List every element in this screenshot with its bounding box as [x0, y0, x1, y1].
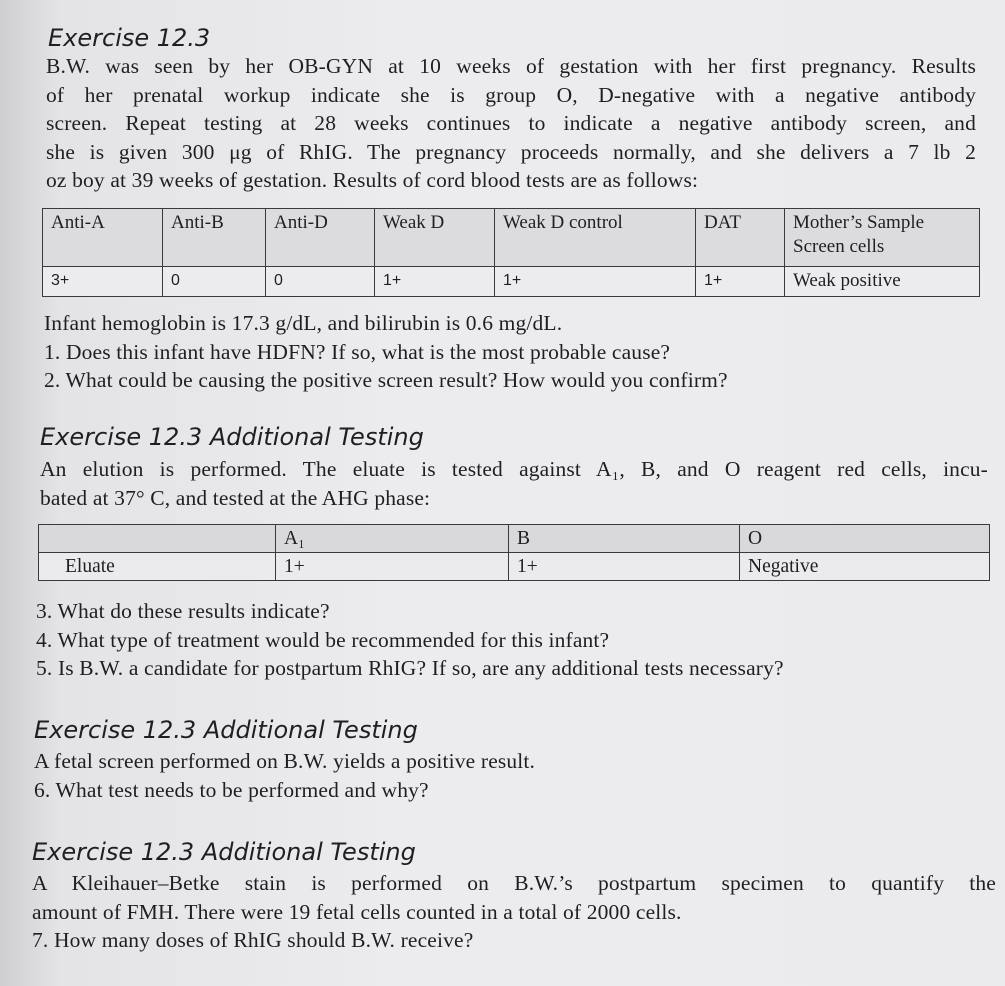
- value-weak-d-control: 1+: [495, 267, 696, 297]
- header-anti-a: Anti-A: [43, 209, 163, 267]
- eluate-header-o: O: [740, 525, 990, 553]
- fetal-screen-line: A fetal screen performed on B.W. yields a positive result.: [34, 749, 536, 773]
- header-dat: DAT: [696, 209, 785, 267]
- value-anti-b: 0: [163, 267, 266, 297]
- value-weak-d: 1+: [375, 267, 495, 297]
- question-1: 1. Does this infant have HDFN? If so, what is the most probable cause?: [44, 339, 671, 364]
- eluate-value-b: 1+: [509, 553, 740, 581]
- header-weak-d: Weak D: [375, 209, 495, 267]
- questions-3-5: [36, 597, 976, 683]
- eluate-header-a1: A₁: [276, 525, 509, 553]
- case-line-1: B.W. was seen by her OB-GYN at 10 weeks of gestation with her first pregnancy. Results: [46, 54, 976, 78]
- question-4: 4. What type of treatment would be recommended for this infant?: [36, 627, 610, 652]
- kb-line-2: amount of FMH. There were 19 fetal cells counted in a total of 2000 cells.: [32, 899, 682, 924]
- question-2: 2. What could be causing the positive screen result? How would you confirm?: [44, 368, 728, 392]
- question-7: 7. How many doses of RhIG should B.W. receive?: [32, 928, 474, 952]
- header-anti-b: Anti-B: [163, 209, 266, 267]
- case-line-5: oz boy at 39 weeks of gestation. Results of cord blood tests are as follows:: [46, 168, 699, 192]
- question-5: 5. Is B.W. a candidate for postpartum RhIG? If so, are any additional tests necessary?: [36, 656, 784, 680]
- value-mothers-sample: Weak positive: [785, 267, 980, 297]
- eluate-header-blank: [39, 525, 276, 553]
- eluate-value-o: Negative: [740, 553, 990, 581]
- elution-paragraph: [40, 455, 988, 512]
- value-anti-a: 3+: [43, 267, 163, 297]
- kb-line-1: A Kleihauer–Betke stain is performed on B.W.’s postpartum specimen to quantify the: [32, 871, 996, 895]
- question-3: 3. What do these results indicate?: [36, 599, 330, 623]
- exercise-title: Exercise 12.3: [48, 24, 211, 52]
- eluate-results-table: [38, 524, 990, 581]
- value-dat: 1+: [696, 267, 785, 297]
- infant-results-block: [44, 309, 944, 395]
- additional-testing-title-2: Exercise 12.3 Additional Testing: [34, 716, 418, 744]
- header-mothers-sample: Mother’s Sample Screen cells: [785, 209, 980, 267]
- case-paragraph: [46, 52, 976, 195]
- case-line-2: of her prenatal workup indicate she is group O, D-negative with a negative antibody: [46, 82, 976, 107]
- question-6: 6. What test needs to be performed and why?: [34, 777, 429, 802]
- cord-blood-results-table: [42, 208, 980, 297]
- case-line-3: screen. Repeat testing at 28 weeks continues to indicate a negative antibody screen, and: [46, 111, 976, 135]
- elution-line-1: An elution is performed. The eluate is tested against A₁, B, and O reagent red cells, incu-: [40, 457, 988, 481]
- elution-line-2: bated at 37° C, and tested at the AHG phase:: [40, 485, 431, 510]
- additional-testing-title-1: Exercise 12.3 Additional Testing: [40, 423, 424, 451]
- fetal-screen-block: [34, 747, 934, 804]
- eluate-value-a1: 1+: [276, 553, 509, 581]
- additional-testing-title-3: Exercise 12.3 Additional Testing: [32, 838, 416, 866]
- value-anti-d: 0: [266, 267, 375, 297]
- eluate-row-label: Eluate: [39, 553, 276, 581]
- header-anti-d: Anti-D: [266, 209, 375, 267]
- case-line-4: she is given 300 μg of RhIG. The pregnancy proceeds normally, and she delivers a 7 lb 2: [46, 139, 976, 164]
- infant-results-line: Infant hemoglobin is 17.3 g/dL, and bilirubin is 0.6 mg/dL.: [44, 311, 563, 335]
- header-weak-d-control: Weak D control: [495, 209, 696, 267]
- kleihauer-betke-block: [32, 869, 996, 955]
- eluate-header-b: B: [509, 525, 740, 553]
